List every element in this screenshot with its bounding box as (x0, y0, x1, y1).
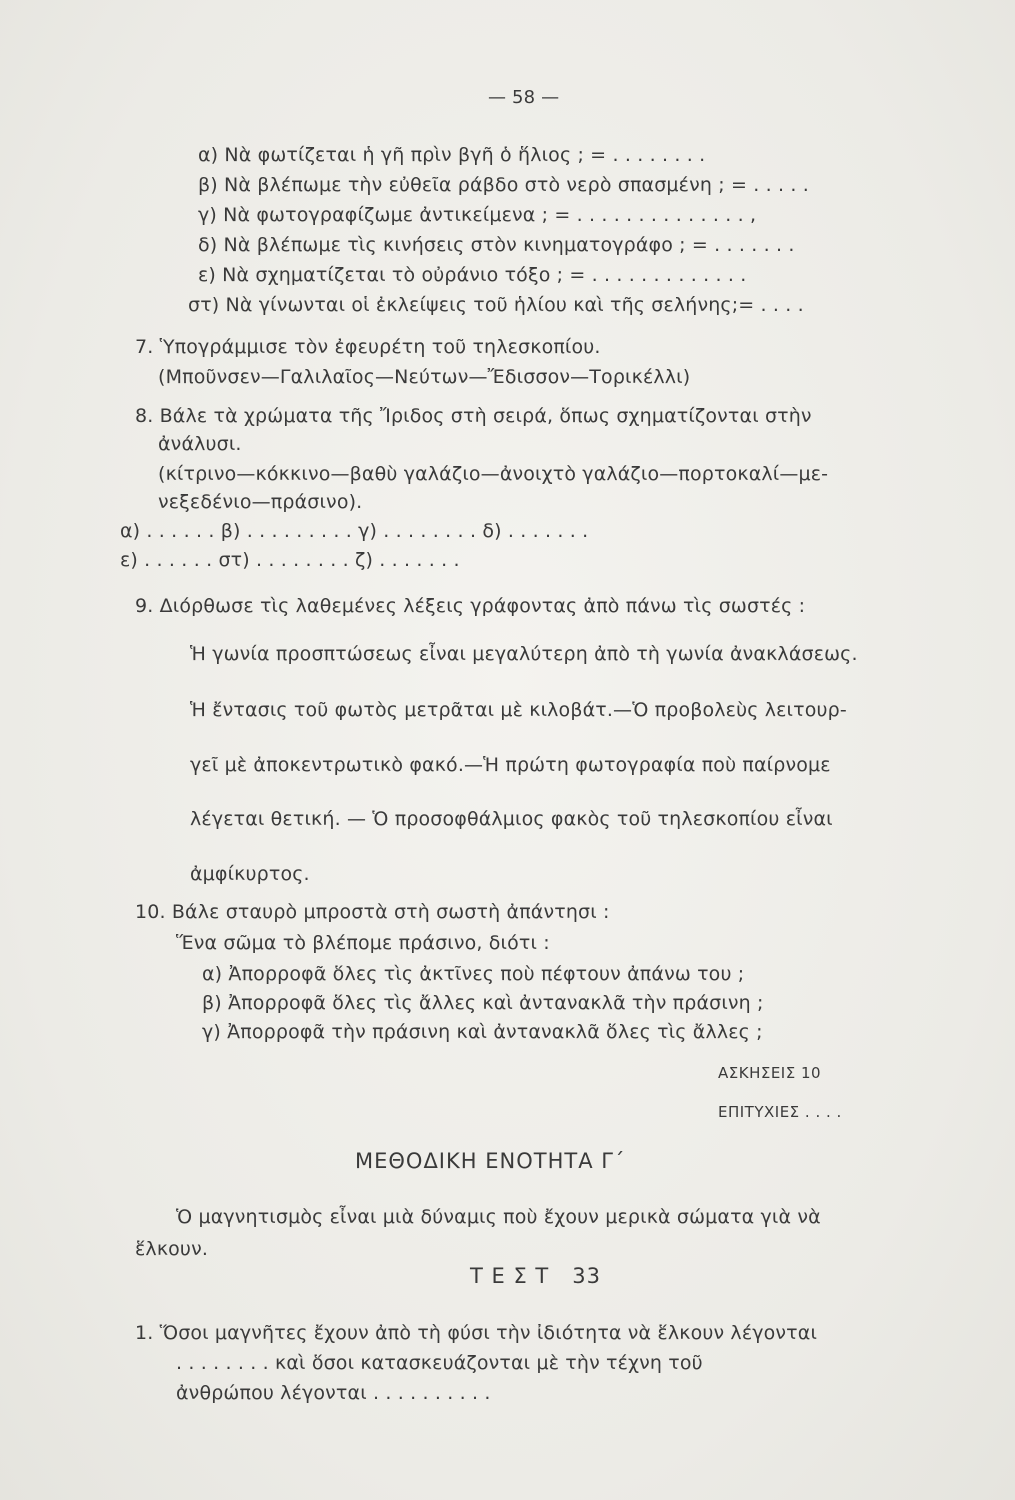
page-number: — 58 — (488, 87, 560, 108)
successes-count: ΕΠΙΤΥΧΙΕΣ . . . . (718, 1103, 842, 1121)
exercises-count: ΑΣΚΗΣΕΙΣ 10 (718, 1064, 822, 1082)
q6-item-c: γ) Νὰ φωτογραφίζωμε ἀντικείμενα ; = . . . . . . . . . . . . . . , (198, 204, 757, 226)
q10-intro: 10. Βάλε σταυρὸ μπροστὰ στὴ σωστὴ ἀπάντησι : (135, 901, 610, 923)
section-title: ΜΕΘΟΔΙΚΗ ΕΝΟΤΗΤΑ Γ΄ (355, 1149, 626, 1173)
test-title: Τ Ε Σ Τ 33 (470, 1264, 601, 1288)
q9-intro: 9. Διόρθωσε τὶς λαθεμένες λέξεις γράφοντας ἀπὸ πάνω τὶς σωστές : (135, 595, 806, 617)
q8-blanks-row2: ε) . . . . . . στ) . . . . . . . . ζ) . . . . . . . (120, 549, 460, 571)
section-intro-line2: ἕλκουν. (135, 1238, 209, 1260)
q7-text: 7. Ὑπογράμμισε τὸν ἐφευρέτη τοῦ τηλεσκοπίου. (135, 336, 601, 358)
q9-line2: Ἡ ἔντασις τοῦ φωτὸς μετρᾶται μὲ κιλοβάτ.—Ὁ προβολεὺς λειτουρ- (190, 699, 847, 721)
section-intro-line1: Ὁ μαγνητισμὸς εἶναι μιὰ δύναμις ποὺ ἔχουν μερικὰ σώματα γιὰ νὰ (176, 1206, 821, 1228)
q6-item-b: β) Νὰ βλέπωμε τὴν εὐθεῖα ράβδο στὸ νερὸ σπασμένη ; = . . . . . (198, 174, 809, 196)
t1-line2: . . . . . . . . καὶ ὅσοι κατασκευάζονται μὲ τὴν τέχνη τοῦ (176, 1352, 703, 1374)
q6-item-d: δ) Νὰ βλέπωμε τὶς κινήσεις στὸν κινηματογράφο ; = . . . . . . . (198, 234, 795, 256)
q8-line1: 8. Βάλε τὰ χρώματα τῆς Ἴριδος στὴ σειρά, ὅπως σχηματίζονται στὴν (135, 405, 812, 427)
q6-item-e: ε) Νὰ σχηματίζεται τὸ οὐράνιο τόξο ; = . . . . . . . . . . . . . (198, 264, 747, 286)
q8-blanks-row1: α) . . . . . . β) . . . . . . . . . γ) . . . . . . . . δ) . . . . . . . (120, 520, 589, 542)
q6-item-a: α) Νὰ φωτίζεται ἡ γῆ πρὶν βγῆ ὁ ἥλιος ; = . . . . . . . . (198, 144, 706, 166)
q9-line1: Ἡ γωνία προσπτώσεως εἶναι μεγαλύτερη ἀπὸ τὴ γωνία ἀνακλάσεως. (190, 643, 858, 665)
q9-line5: ἀμφίκυρτος. (190, 863, 310, 885)
q10-option-b: β) Ἀπορροφᾶ ὅλες τὶς ἄλλες καὶ ἀντανακλᾶ τὴν πράσινη ; (202, 992, 764, 1014)
q9-line4: λέγεται θετική. — Ὁ προσοφθάλμιος φακὸς τοῦ τηλεσκοπίου εἶναι (190, 808, 833, 830)
q6-item-st: στ) Νὰ γίνωνται οἱ ἐκλείψεις τοῦ ἡλίου καὶ τῆς σελήνης;= . . . . (188, 294, 804, 316)
q8-line2: ἀνάλυσι. (158, 433, 242, 455)
t1-line1: 1. Ὅσοι μαγνῆτες ἔχουν ἀπὸ τὴ φύσι τὴν ἰδιότητα νὰ ἕλκουν λέγονται (135, 1322, 818, 1344)
q7-options: (Μποῦνσεν—Γαλιλαῖος—Νεύτων—Ἔδισσον—Τορικέλλι) (158, 366, 691, 388)
q8-line4: νεξεδένιο—πράσινο). (158, 491, 363, 513)
q10-stem: Ἕνα σῶμα τὸ βλέπομε πράσινο, διότι : (176, 932, 550, 954)
q8-line3: (κίτρινο—κόκκινο—βαθὺ γαλάζιο—ἀνοιχτὸ γαλάζιο—πορτοκαλί—με- (158, 463, 829, 485)
q9-line3: γεῖ μὲ ἀποκεντρωτικὸ φακό.—Ἡ πρώτη φωτογραφία ποὺ παίρνομε (190, 754, 831, 776)
q10-option-a: α) Ἀπορροφᾶ ὅλες τὶς ἀκτῖνες ποὺ πέφτουν ἀπάνω του ; (202, 963, 745, 985)
t1-line3: ἀνθρώπου λέγονται . . . . . . . . . . (176, 1382, 491, 1404)
q10-option-c: γ) Ἀπορροφᾶ τὴν πράσινη καὶ ἀντανακλᾶ ὅλες τὶς ἄλλες ; (202, 1021, 763, 1043)
